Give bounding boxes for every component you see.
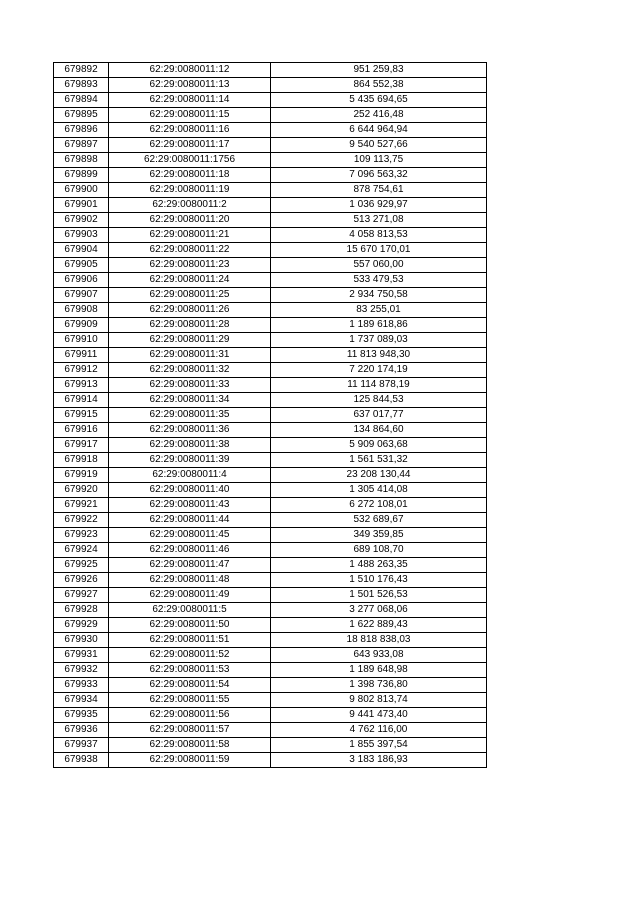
cadastral-value-table bbox=[53, 62, 487, 768]
cadastral-number-cell: 62:29:0080011:34 bbox=[109, 393, 271, 408]
row-number-cell: 679938 bbox=[54, 753, 109, 768]
cadastral-value-cell: 513 271,08 bbox=[271, 213, 487, 228]
row-number-cell: 679919 bbox=[54, 468, 109, 483]
table-row bbox=[54, 123, 487, 138]
cadastral-value-cell: 1 561 531,32 bbox=[271, 453, 487, 468]
table-row bbox=[54, 138, 487, 153]
cadastral-value-cell: 643 933,08 bbox=[271, 648, 487, 663]
table-row bbox=[54, 753, 487, 768]
table-row bbox=[54, 498, 487, 513]
cadastral-number-cell: 62:29:0080011:5 bbox=[109, 603, 271, 618]
table-row bbox=[54, 63, 487, 78]
cadastral-number-cell: 62:29:0080011:16 bbox=[109, 123, 271, 138]
table-row bbox=[54, 708, 487, 723]
cadastral-value-cell: 125 844,53 bbox=[271, 393, 487, 408]
table-row bbox=[54, 78, 487, 93]
table-row bbox=[54, 393, 487, 408]
table-row bbox=[54, 438, 487, 453]
table-row bbox=[54, 528, 487, 543]
cadastral-value-cell: 1 488 263,35 bbox=[271, 558, 487, 573]
cadastral-value-cell: 23 208 130,44 bbox=[271, 468, 487, 483]
cadastral-number-cell: 62:29:0080011:47 bbox=[109, 558, 271, 573]
cadastral-number-cell: 62:29:0080011:14 bbox=[109, 93, 271, 108]
cadastral-value-cell: 3 277 068,06 bbox=[271, 603, 487, 618]
cadastral-number-cell: 62:29:0080011:55 bbox=[109, 693, 271, 708]
table-row bbox=[54, 738, 487, 753]
cadastral-value-cell: 109 113,75 bbox=[271, 153, 487, 168]
row-number-cell: 679900 bbox=[54, 183, 109, 198]
table-row bbox=[54, 558, 487, 573]
cadastral-value-cell: 532 689,67 bbox=[271, 513, 487, 528]
row-number-cell: 679933 bbox=[54, 678, 109, 693]
row-number-cell: 679899 bbox=[54, 168, 109, 183]
cadastral-value-cell: 5 909 063,68 bbox=[271, 438, 487, 453]
cadastral-number-cell: 62:29:0080011:4 bbox=[109, 468, 271, 483]
row-number-cell: 679935 bbox=[54, 708, 109, 723]
row-number-cell: 679929 bbox=[54, 618, 109, 633]
cadastral-number-cell: 62:29:0080011:58 bbox=[109, 738, 271, 753]
cadastral-value-cell: 6 644 964,94 bbox=[271, 123, 487, 138]
cadastral-number-cell: 62:29:0080011:21 bbox=[109, 228, 271, 243]
cadastral-value-cell: 4 058 813,53 bbox=[271, 228, 487, 243]
cadastral-number-cell: 62:29:0080011:40 bbox=[109, 483, 271, 498]
cadastral-value-cell: 9 540 527,66 bbox=[271, 138, 487, 153]
cadastral-number-cell: 62:29:0080011:19 bbox=[109, 183, 271, 198]
cadastral-number-cell: 62:29:0080011:29 bbox=[109, 333, 271, 348]
row-number-cell: 679922 bbox=[54, 513, 109, 528]
cadastral-value-cell: 864 552,38 bbox=[271, 78, 487, 93]
cadastral-number-cell: 62:29:0080011:2 bbox=[109, 198, 271, 213]
table-row bbox=[54, 93, 487, 108]
table-row bbox=[54, 378, 487, 393]
row-number-cell: 679930 bbox=[54, 633, 109, 648]
cadastral-number-cell: 62:29:0080011:22 bbox=[109, 243, 271, 258]
cadastral-number-cell: 62:29:0080011:46 bbox=[109, 543, 271, 558]
row-number-cell: 679905 bbox=[54, 258, 109, 273]
cadastral-number-cell: 62:29:0080011:48 bbox=[109, 573, 271, 588]
row-number-cell: 679936 bbox=[54, 723, 109, 738]
cadastral-value-cell: 9 441 473,40 bbox=[271, 708, 487, 723]
cadastral-number-cell: 62:29:0080011:59 bbox=[109, 753, 271, 768]
cadastral-number-cell: 62:29:0080011:38 bbox=[109, 438, 271, 453]
row-number-cell: 679893 bbox=[54, 78, 109, 93]
row-number-cell: 679897 bbox=[54, 138, 109, 153]
table-row bbox=[54, 243, 487, 258]
cadastral-value-cell: 18 818 838,03 bbox=[271, 633, 487, 648]
cadastral-value-cell: 11 114 878,19 bbox=[271, 378, 487, 393]
row-number-cell: 679902 bbox=[54, 213, 109, 228]
cadastral-number-cell: 62:29:0080011:15 bbox=[109, 108, 271, 123]
row-number-cell: 679896 bbox=[54, 123, 109, 138]
cadastral-value-cell: 11 813 948,30 bbox=[271, 348, 487, 363]
row-number-cell: 679932 bbox=[54, 663, 109, 678]
cadastral-number-cell: 62:29:0080011:23 bbox=[109, 258, 271, 273]
table-row bbox=[54, 348, 487, 363]
row-number-cell: 679909 bbox=[54, 318, 109, 333]
table-row bbox=[54, 183, 487, 198]
table-row bbox=[54, 258, 487, 273]
cadastral-value-cell: 1 501 526,53 bbox=[271, 588, 487, 603]
cadastral-number-cell: 62:29:0080011:45 bbox=[109, 528, 271, 543]
row-number-cell: 679894 bbox=[54, 93, 109, 108]
cadastral-number-cell: 62:29:0080011:54 bbox=[109, 678, 271, 693]
table-row bbox=[54, 363, 487, 378]
table-row bbox=[54, 423, 487, 438]
row-number-cell: 679923 bbox=[54, 528, 109, 543]
table-row bbox=[54, 693, 487, 708]
row-number-cell: 679914 bbox=[54, 393, 109, 408]
cadastral-number-cell: 62:29:0080011:24 bbox=[109, 273, 271, 288]
table-row bbox=[54, 513, 487, 528]
cadastral-number-cell: 62:29:0080011:49 bbox=[109, 588, 271, 603]
table-row bbox=[54, 603, 487, 618]
table-row bbox=[54, 648, 487, 663]
row-number-cell: 679918 bbox=[54, 453, 109, 468]
table-row bbox=[54, 633, 487, 648]
table-row bbox=[54, 273, 487, 288]
row-number-cell: 679921 bbox=[54, 498, 109, 513]
row-number-cell: 679892 bbox=[54, 63, 109, 78]
cadastral-number-cell: 62:29:0080011:32 bbox=[109, 363, 271, 378]
row-number-cell: 679895 bbox=[54, 108, 109, 123]
row-number-cell: 679916 bbox=[54, 423, 109, 438]
row-number-cell: 679901 bbox=[54, 198, 109, 213]
row-number-cell: 679928 bbox=[54, 603, 109, 618]
row-number-cell: 679908 bbox=[54, 303, 109, 318]
cadastral-number-cell: 62:29:0080011:1756 bbox=[109, 153, 271, 168]
table-row bbox=[54, 303, 487, 318]
row-number-cell: 679907 bbox=[54, 288, 109, 303]
cadastral-number-cell: 62:29:0080011:28 bbox=[109, 318, 271, 333]
cadastral-value-cell: 1 622 889,43 bbox=[271, 618, 487, 633]
table-row bbox=[54, 318, 487, 333]
cadastral-value-cell: 637 017,77 bbox=[271, 408, 487, 423]
cadastral-value-cell: 533 479,53 bbox=[271, 273, 487, 288]
table-body bbox=[54, 63, 487, 768]
cadastral-number-cell: 62:29:0080011:13 bbox=[109, 78, 271, 93]
cadastral-value-cell: 557 060,00 bbox=[271, 258, 487, 273]
cadastral-value-cell: 1 305 414,08 bbox=[271, 483, 487, 498]
cadastral-number-cell: 62:29:0080011:18 bbox=[109, 168, 271, 183]
table-row bbox=[54, 153, 487, 168]
cadastral-value-cell: 134 864,60 bbox=[271, 423, 487, 438]
cadastral-value-cell: 7 096 563,32 bbox=[271, 168, 487, 183]
cadastral-value-cell: 1 855 397,54 bbox=[271, 738, 487, 753]
table-row bbox=[54, 108, 487, 123]
cadastral-number-cell: 62:29:0080011:36 bbox=[109, 423, 271, 438]
row-number-cell: 679911 bbox=[54, 348, 109, 363]
row-number-cell: 679903 bbox=[54, 228, 109, 243]
table-row bbox=[54, 408, 487, 423]
table-row bbox=[54, 453, 487, 468]
row-number-cell: 679906 bbox=[54, 273, 109, 288]
cadastral-number-cell: 62:29:0080011:56 bbox=[109, 708, 271, 723]
cadastral-value-cell: 15 670 170,01 bbox=[271, 243, 487, 258]
cadastral-number-cell: 62:29:0080011:26 bbox=[109, 303, 271, 318]
row-number-cell: 679931 bbox=[54, 648, 109, 663]
row-number-cell: 679910 bbox=[54, 333, 109, 348]
row-number-cell: 679917 bbox=[54, 438, 109, 453]
cadastral-value-cell: 2 934 750,58 bbox=[271, 288, 487, 303]
table-row bbox=[54, 333, 487, 348]
cadastral-number-cell: 62:29:0080011:53 bbox=[109, 663, 271, 678]
cadastral-number-cell: 62:29:0080011:44 bbox=[109, 513, 271, 528]
row-number-cell: 679924 bbox=[54, 543, 109, 558]
cadastral-number-cell: 62:29:0080011:20 bbox=[109, 213, 271, 228]
cadastral-value-cell: 9 802 813,74 bbox=[271, 693, 487, 708]
cadastral-value-cell: 7 220 174,19 bbox=[271, 363, 487, 378]
table-row bbox=[54, 198, 487, 213]
table-row bbox=[54, 573, 487, 588]
cadastral-value-cell: 1 510 176,43 bbox=[271, 573, 487, 588]
cadastral-value-cell: 83 255,01 bbox=[271, 303, 487, 318]
cadastral-value-cell: 878 754,61 bbox=[271, 183, 487, 198]
cadastral-number-cell: 62:29:0080011:51 bbox=[109, 633, 271, 648]
cadastral-number-cell: 62:29:0080011:33 bbox=[109, 378, 271, 393]
cadastral-value-cell: 252 416,48 bbox=[271, 108, 487, 123]
table-row bbox=[54, 618, 487, 633]
row-number-cell: 679912 bbox=[54, 363, 109, 378]
cadastral-value-cell: 3 183 186,93 bbox=[271, 753, 487, 768]
cadastral-number-cell: 62:29:0080011:12 bbox=[109, 63, 271, 78]
cadastral-value-cell: 6 272 108,01 bbox=[271, 498, 487, 513]
table-row bbox=[54, 483, 487, 498]
cadastral-value-cell: 689 108,70 bbox=[271, 543, 487, 558]
table-row bbox=[54, 228, 487, 243]
table-row bbox=[54, 663, 487, 678]
cadastral-number-cell: 62:29:0080011:50 bbox=[109, 618, 271, 633]
row-number-cell: 679913 bbox=[54, 378, 109, 393]
cadastral-value-cell: 951 259,83 bbox=[271, 63, 487, 78]
table-row bbox=[54, 468, 487, 483]
cadastral-number-cell: 62:29:0080011:31 bbox=[109, 348, 271, 363]
cadastral-number-cell: 62:29:0080011:52 bbox=[109, 648, 271, 663]
cadastral-number-cell: 62:29:0080011:39 bbox=[109, 453, 271, 468]
row-number-cell: 679927 bbox=[54, 588, 109, 603]
cadastral-number-cell: 62:29:0080011:17 bbox=[109, 138, 271, 153]
table-row bbox=[54, 678, 487, 693]
table-row bbox=[54, 588, 487, 603]
row-number-cell: 679904 bbox=[54, 243, 109, 258]
cadastral-number-cell: 62:29:0080011:25 bbox=[109, 288, 271, 303]
cadastral-number-cell: 62:29:0080011:57 bbox=[109, 723, 271, 738]
table-row bbox=[54, 543, 487, 558]
cadastral-number-cell: 62:29:0080011:43 bbox=[109, 498, 271, 513]
table-row bbox=[54, 288, 487, 303]
cadastral-value-cell: 5 435 694,65 bbox=[271, 93, 487, 108]
table-row bbox=[54, 213, 487, 228]
cadastral-value-cell: 1 189 648,98 bbox=[271, 663, 487, 678]
table-row bbox=[54, 723, 487, 738]
cadastral-value-cell: 349 359,85 bbox=[271, 528, 487, 543]
row-number-cell: 679915 bbox=[54, 408, 109, 423]
cadastral-value-cell: 1 189 618,86 bbox=[271, 318, 487, 333]
row-number-cell: 679937 bbox=[54, 738, 109, 753]
row-number-cell: 679934 bbox=[54, 693, 109, 708]
row-number-cell: 679925 bbox=[54, 558, 109, 573]
cadastral-value-cell: 4 762 116,00 bbox=[271, 723, 487, 738]
row-number-cell: 679926 bbox=[54, 573, 109, 588]
row-number-cell: 679920 bbox=[54, 483, 109, 498]
table-row bbox=[54, 168, 487, 183]
cadastral-value-cell: 1 036 929,97 bbox=[271, 198, 487, 213]
cadastral-number-cell: 62:29:0080011:35 bbox=[109, 408, 271, 423]
row-number-cell: 679898 bbox=[54, 153, 109, 168]
cadastral-value-cell: 1 737 089,03 bbox=[271, 333, 487, 348]
cadastral-value-cell: 1 398 736,80 bbox=[271, 678, 487, 693]
